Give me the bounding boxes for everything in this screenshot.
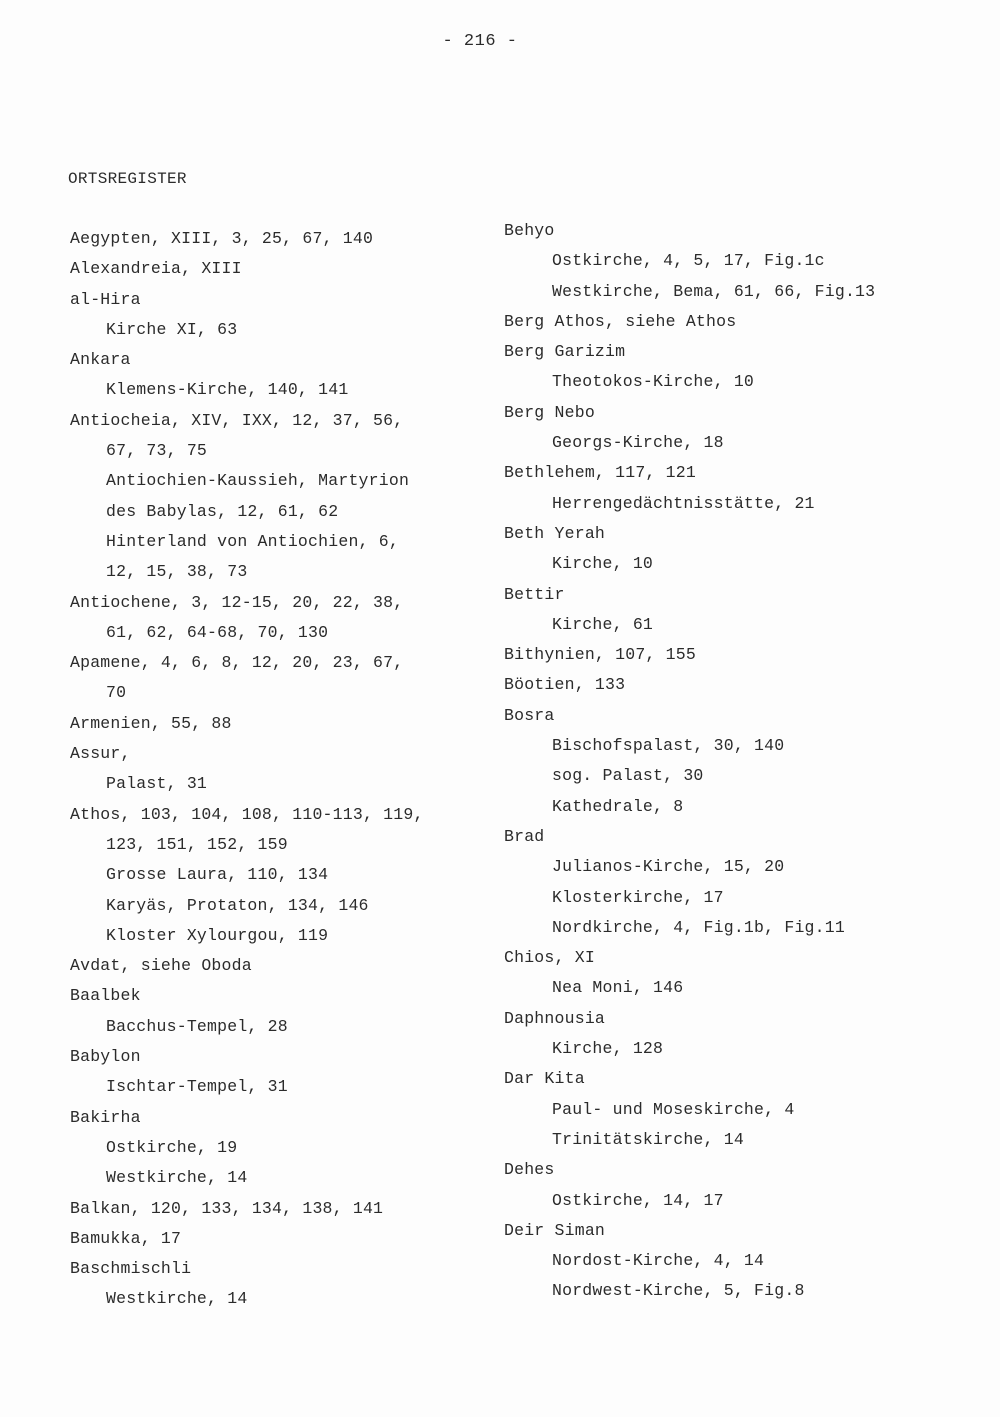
- index-subentry: Kirche, 128: [552, 1039, 664, 1059]
- index-subentry: Herrengedächtnisstätte, 21: [552, 493, 815, 513]
- index-subentry: Klemens-Kirche, 140, 141: [106, 380, 349, 400]
- index-entry: Assur,: [70, 744, 131, 764]
- index-subentry: Ischtar-Tempel, 31: [106, 1077, 288, 1097]
- index-subentry: 67, 73, 75: [106, 441, 208, 461]
- index-subentry: Bischofspalast, 30, 140: [552, 736, 785, 756]
- index-entry: Ankara: [70, 350, 131, 370]
- index-subentry: Antiochien-Kaussieh, Martyrion: [106, 471, 410, 491]
- index-subentry: Georgs-Kirche, 18: [552, 433, 724, 453]
- index-entry: Bamukka, 17: [70, 1228, 182, 1248]
- index-subentry: 123, 151, 152, 159: [106, 834, 288, 854]
- index-subentry: Westkirche, 14: [106, 1168, 248, 1188]
- index-entry: Alexandreia, XIII: [70, 259, 242, 279]
- index-entry: Behyo: [504, 221, 555, 240]
- index-entry: Chios, XI: [504, 948, 595, 968]
- index-subentry: Nordwest-Kirche, 5, Fig.8: [552, 1281, 805, 1301]
- index-subentry: Nordkirche, 4, Fig.1b, Fig.11: [552, 917, 845, 937]
- index-entry: Böotien, 133: [504, 675, 626, 695]
- index-column-left: [70, 224, 490, 1315]
- index-subentry: Theotokos-Kirche, 10: [552, 372, 755, 392]
- index-heading: ORTSREGISTER: [68, 170, 187, 188]
- index-subentry: Kirche, 10: [552, 554, 654, 574]
- index-entry: Babylon: [70, 1047, 141, 1067]
- index-subentry: Kirche XI, 63: [106, 319, 238, 339]
- index-entry: Berg Athos, siehe Athos: [504, 311, 737, 331]
- index-subentry: Nordost-Kirche, 4, 14: [552, 1251, 765, 1271]
- index-entry: Aegypten, XIII, 3, 25, 67, 140: [70, 229, 374, 248]
- index-entry: Berg Garizim: [504, 342, 626, 362]
- index-subentry: 61, 62, 64-68, 70, 130: [106, 622, 329, 642]
- index-entry: Baschmischli: [70, 1259, 192, 1279]
- index-entry: al-Hira: [70, 289, 141, 309]
- index-entry: Brad: [504, 826, 545, 846]
- index-entry: Baalbek: [70, 986, 141, 1006]
- index-entry: Bethlehem, 117, 121: [504, 463, 696, 483]
- index-subentry: Palast, 31: [106, 774, 208, 794]
- index-entry: Berg Nebo: [504, 402, 595, 422]
- index-entry: Apamene, 4, 6, 8, 12, 20, 23, 67,: [70, 653, 404, 673]
- index-subentry: Julianos-Kirche, 15, 20: [552, 857, 785, 877]
- index-entry: Avdat, siehe Oboda: [70, 956, 252, 976]
- index-subentry: Ostkirche, 19: [106, 1137, 238, 1157]
- page-number: - 216 -: [442, 32, 518, 51]
- index-subentry: Klosterkirche, 17: [552, 887, 724, 907]
- index-entry: Armenien, 55, 88: [70, 713, 232, 733]
- index-subentry: Ostkirche, 14, 17: [552, 1190, 724, 1210]
- index-subentry: Ostkirche, 4, 5, 17, Fig.1c: [552, 251, 825, 271]
- index-entry: Dar Kita: [504, 1069, 585, 1089]
- index-entry: Bettir: [504, 584, 565, 604]
- index-entry: Bithynien, 107, 155: [504, 645, 696, 665]
- index-subentry: 12, 15, 38, 73: [106, 562, 248, 582]
- index-subentry: Westkirche, Bema, 61, 66, Fig.13: [552, 281, 876, 301]
- index-column-right: [504, 216, 944, 1307]
- index-subentry: Paul- und Moseskirche, 4: [552, 1099, 795, 1119]
- index-subentry: sog. Palast, 30: [552, 766, 704, 786]
- index-entry: Bosra: [504, 705, 555, 725]
- index-entry: Beth Yerah: [504, 523, 606, 543]
- index-subentry: Nea Moni, 146: [552, 978, 684, 998]
- index-entry: Athos, 103, 104, 108, 110-113, 119,: [70, 804, 424, 824]
- index-entry: Balkan, 120, 133, 134, 138, 141: [70, 1198, 384, 1218]
- index-entry: Dehes: [504, 1160, 555, 1180]
- index-subentry: Hinterland von Antiochien, 6,: [106, 531, 399, 551]
- index-subentry: Westkirche, 14: [106, 1289, 248, 1309]
- index-subentry: 70: [106, 683, 127, 703]
- index-entry: Antiocheia, XIV, IXX, 12, 37, 56,: [70, 410, 404, 430]
- index-entry: Antiochene, 3, 12-15, 20, 22, 38,: [70, 592, 404, 612]
- index-entry: Deir Siman: [504, 1220, 606, 1240]
- index-subentry: Trinitätskirche, 14: [552, 1129, 744, 1149]
- index-subentry: Grosse Laura, 110, 134: [106, 865, 329, 885]
- index-subentry: Bacchus-Tempel, 28: [106, 1016, 288, 1036]
- index-entry: Bakirha: [70, 1107, 141, 1127]
- index-subentry: Kathedrale, 8: [552, 796, 684, 816]
- index-entry: Daphnousia: [504, 1008, 606, 1028]
- index-subentry: des Babylas, 12, 61, 62: [106, 501, 339, 521]
- index-subentry: Kirche, 61: [552, 614, 654, 634]
- index-subentry: Kloster Xylourgou, 119: [106, 925, 329, 945]
- index-subentry: Karyäs, Protaton, 134, 146: [106, 895, 369, 915]
